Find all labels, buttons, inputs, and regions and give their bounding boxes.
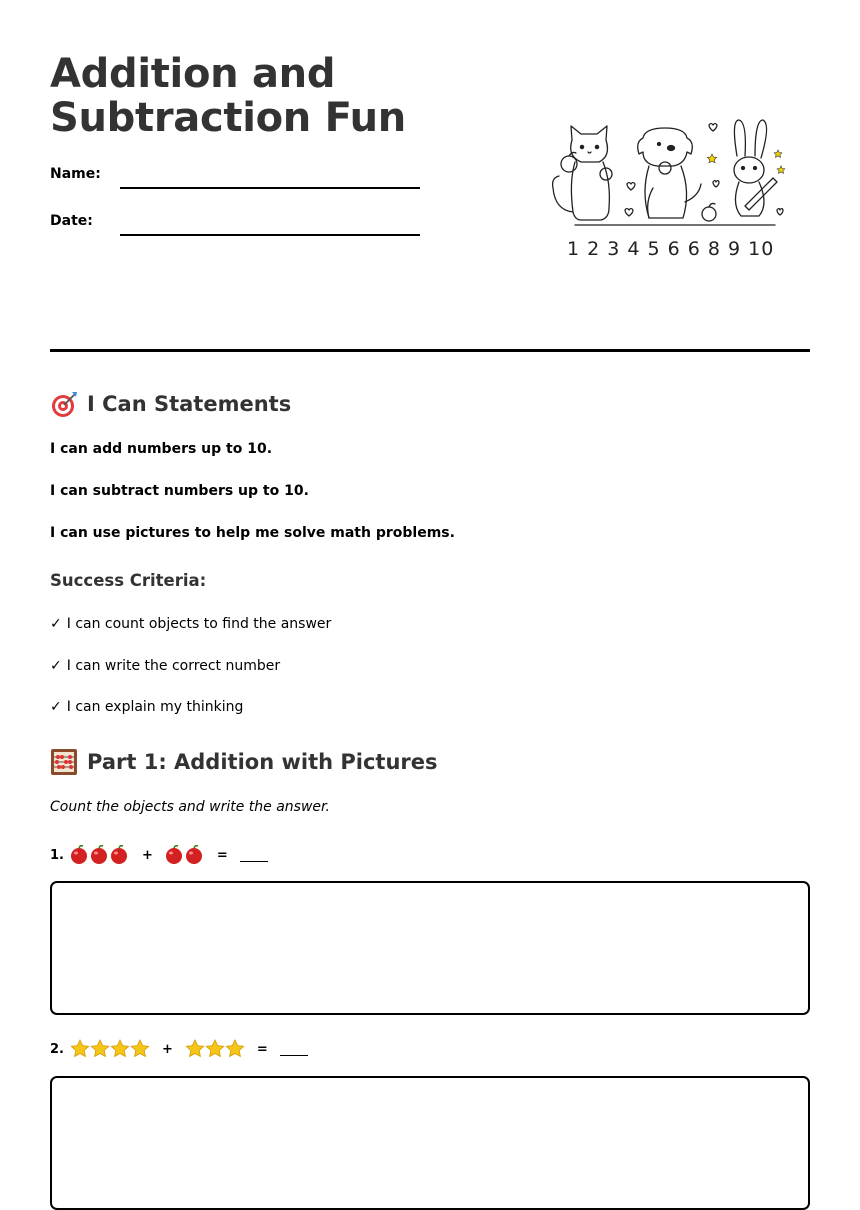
question-2 bbox=[50, 1039, 308, 1059]
part1-instructions: Count the objects and write the answer. bbox=[50, 799, 330, 815]
dart-target-icon bbox=[50, 390, 78, 418]
apple-group-left bbox=[70, 845, 130, 865]
criterion-text: I can explain my thinking bbox=[66, 699, 244, 715]
title-line-2: Subtraction Fun bbox=[50, 95, 406, 141]
success-criterion-1 bbox=[50, 616, 331, 632]
equals-sign: = bbox=[256, 1041, 268, 1057]
name-field[interactable] bbox=[120, 187, 420, 189]
plus-sign: + bbox=[141, 847, 153, 863]
question-number: 2. bbox=[50, 1041, 64, 1057]
star-icon bbox=[185, 1039, 245, 1059]
check-icon: ✓ bbox=[50, 616, 62, 632]
check-icon: ✓ bbox=[50, 658, 62, 674]
equals-sign: = bbox=[216, 847, 228, 863]
date-field[interactable] bbox=[120, 234, 420, 236]
star-group-left bbox=[70, 1039, 150, 1059]
criterion-text: I can count objects to find the answer bbox=[66, 616, 332, 632]
abacus-icon bbox=[50, 748, 78, 776]
date-label: Date: bbox=[50, 213, 93, 229]
title-line-1: Addition and bbox=[50, 51, 336, 97]
answer-blank bbox=[280, 1043, 308, 1056]
i-can-heading bbox=[50, 390, 291, 418]
apple-icon bbox=[165, 845, 205, 865]
animals-drawing bbox=[545, 112, 795, 262]
apple-icon bbox=[70, 845, 130, 865]
i-can-heading-text: I Can Statements bbox=[87, 392, 292, 416]
answer-blank bbox=[240, 849, 268, 862]
header-divider bbox=[50, 349, 810, 352]
page-title bbox=[50, 52, 470, 140]
name-label: Name: bbox=[50, 166, 101, 182]
part1-heading-text: Part 1: Addition with Pictures bbox=[87, 750, 438, 774]
question-number: 1. bbox=[50, 847, 64, 863]
star-icon bbox=[70, 1039, 150, 1059]
star-group-right bbox=[185, 1039, 245, 1059]
criterion-text: I can write the correct number bbox=[66, 658, 281, 674]
answer-box-1[interactable] bbox=[50, 881, 810, 1015]
success-criteria-heading: Success Criteria: bbox=[50, 571, 207, 590]
apple-group-right bbox=[165, 845, 205, 865]
success-criterion-3 bbox=[50, 699, 243, 715]
plus-sign: + bbox=[161, 1041, 173, 1057]
i-can-statement-1: I can add numbers up to 10. bbox=[50, 441, 273, 457]
animals-illustration bbox=[545, 112, 795, 262]
success-criterion-2 bbox=[50, 658, 280, 674]
number-line-text: 1 2 3 4 5 6 6 8 9 10 bbox=[567, 238, 775, 260]
question-1 bbox=[50, 845, 268, 865]
i-can-statement-2: I can subtract numbers up to 10. bbox=[50, 483, 309, 499]
i-can-statement-3: I can use pictures to help me solve math problems. bbox=[50, 525, 455, 541]
answer-box-2[interactable] bbox=[50, 1076, 810, 1210]
part1-heading bbox=[50, 748, 438, 776]
check-icon: ✓ bbox=[50, 699, 62, 715]
